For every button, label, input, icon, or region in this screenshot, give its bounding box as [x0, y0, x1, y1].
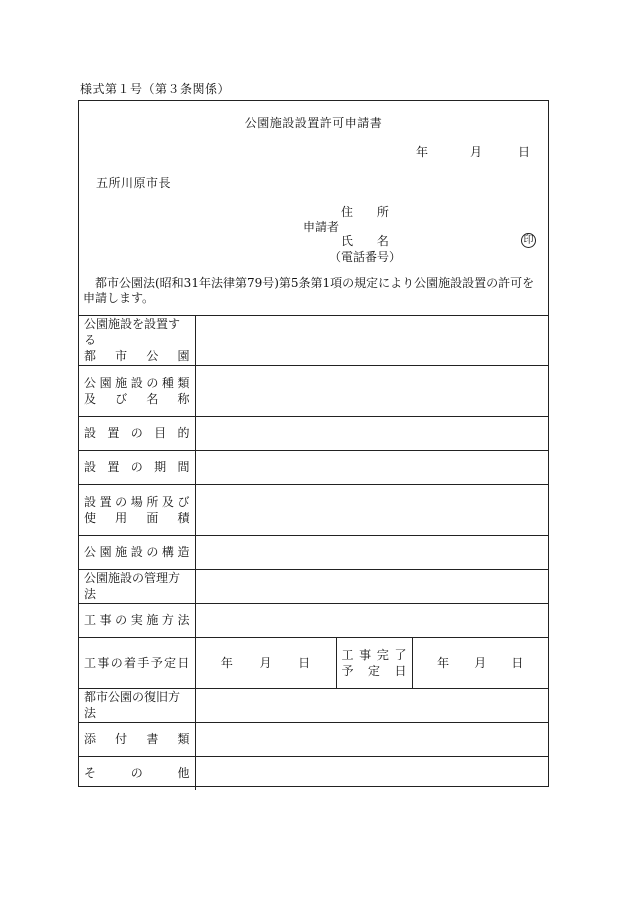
field-label-line: 公園施設の管理方法: [84, 571, 181, 601]
form-row: [79, 416, 548, 450]
completion-date-field[interactable]: [412, 637, 548, 688]
form-row: [79, 756, 548, 790]
form-header-section: [79, 101, 548, 316]
application-statement: 都市公園法(昭和31年法律第79号)第5条第1項の規定により公園施設設置の許可を申請します。: [83, 276, 535, 305]
field-label: [79, 722, 195, 756]
field-label: [79, 416, 195, 450]
field-value[interactable]: [195, 756, 548, 790]
date-unit-label: 年: [220, 656, 233, 670]
form-row: [79, 365, 548, 416]
date-month-label: 月: [469, 145, 482, 159]
field-label-line: 設 置 の 目 的: [84, 426, 190, 440]
field-label-line: 公 園 施 設 の 種 類: [84, 375, 190, 390]
completion-label-line: 予 定 日: [341, 663, 407, 678]
form-row: [79, 688, 548, 722]
field-value[interactable]: [195, 569, 548, 603]
field-value[interactable]: [195, 535, 548, 569]
field-value[interactable]: [195, 484, 548, 535]
field-label-line: 都 市 公 園: [84, 348, 190, 363]
date-year-label: 年: [415, 145, 428, 159]
field-label-line: 使 用 面 積: [84, 510, 190, 525]
form-row: [79, 722, 548, 756]
date-unit-label: 年: [437, 656, 450, 670]
field-value[interactable]: [195, 450, 548, 484]
field-label: [79, 450, 195, 484]
form-row: [79, 315, 548, 365]
field-label-line: 及 び 名 称: [84, 391, 190, 406]
field-label: [79, 484, 195, 535]
form-row: [79, 450, 548, 484]
field-label-line: 公 園 施 設 の 構 造: [84, 545, 190, 559]
field-label-line: 工 事 の 実 施 方 法: [84, 613, 190, 627]
application-date: [416, 143, 530, 160]
form-row: [79, 637, 548, 688]
field-label-line: 設 置 の 期 間: [84, 460, 190, 474]
form-row: [79, 603, 548, 637]
date-unit-label: 月: [474, 656, 487, 670]
field-label-line: 都市公園の復旧方法: [84, 690, 181, 720]
field-label-line: 設 置 の 場 所 及 び: [84, 494, 190, 509]
field-value[interactable]: [195, 603, 548, 637]
field-value[interactable]: [195, 722, 548, 756]
name-label: 氏 名: [341, 234, 399, 248]
date-unit-label: 日: [298, 656, 311, 670]
start-date-field[interactable]: [195, 637, 336, 688]
addressee: 五所川原市長: [96, 176, 172, 190]
form-row: [79, 484, 548, 535]
field-value[interactable]: [195, 688, 548, 722]
field-value[interactable]: [195, 416, 548, 450]
field-label: [79, 535, 195, 569]
field-label: [79, 637, 195, 688]
field-label-line: そ の 他: [84, 766, 190, 781]
field-label: [79, 315, 195, 365]
field-label: [79, 756, 195, 790]
form-number: 様式第１号（第３条関係）: [80, 82, 231, 96]
seal-mark: 印: [521, 233, 536, 248]
field-value[interactable]: [195, 365, 548, 416]
field-label: [79, 569, 195, 603]
completion-date-label: [336, 637, 412, 688]
date-unit-label: 月: [259, 656, 272, 670]
form-fields-table: [79, 315, 548, 790]
field-label: [79, 688, 195, 722]
field-label-line: 工 事 の 着 手 予 定 日: [84, 655, 190, 670]
completion-label-line: 工 事 完 了: [341, 647, 407, 662]
form-row: [79, 569, 548, 603]
date-day-label: 日: [517, 145, 530, 159]
applicant-label: 申請者: [303, 220, 340, 234]
application-form: [78, 100, 549, 787]
field-label-line: 公園施設を設置する: [84, 316, 181, 347]
field-label: [79, 603, 195, 637]
field-label: [79, 365, 195, 416]
form-title: 公園施設設置許可申請書: [244, 116, 383, 130]
phone-label: （電話番号）: [329, 250, 402, 264]
address-label: 住 所: [341, 205, 399, 219]
form-row: [79, 535, 548, 569]
date-unit-label: 日: [511, 656, 524, 670]
field-label-line: 添 付 書 類: [84, 732, 190, 746]
field-value[interactable]: [195, 315, 548, 365]
